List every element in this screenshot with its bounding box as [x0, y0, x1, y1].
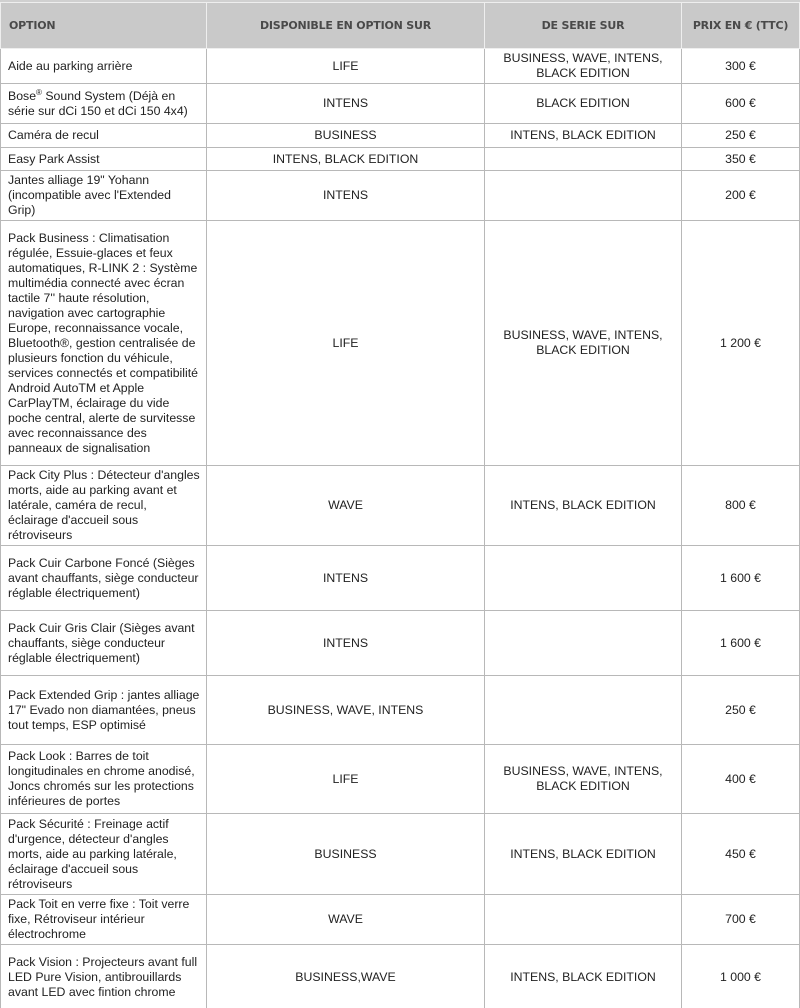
table-row — [1, 895, 800, 945]
price-cell: 400 € — [682, 745, 800, 814]
standard-cell: INTENS, BLACK EDITION — [485, 124, 682, 148]
standard-cell: BUSINESS, WAVE, INTENS, BLACK EDITION — [485, 221, 682, 466]
available-cell: INTENS — [207, 171, 485, 221]
header-row — [1, 3, 800, 49]
available-cell: WAVE — [207, 895, 485, 945]
header-available: DISPONIBLE EN OPTION SUR — [207, 3, 485, 49]
option-cell: Pack Sécurité : Freinage actif d'urgence, détecteur d'angles morts, aide au parking latérale, éclairage d'accueil sous rétroviseurs — [1, 814, 207, 895]
price-cell: 1 000 € — [682, 945, 800, 1008]
option-cell: Pack Cuir Carbone Foncé (Sièges avant chauffants, siège conducteur réglable électriquement) — [1, 546, 207, 611]
price-cell: 200 € — [682, 171, 800, 221]
table-row — [1, 84, 800, 124]
price-cell: 450 € — [682, 814, 800, 895]
standard-cell — [485, 148, 682, 171]
option-brand: Bose — [8, 88, 37, 103]
available-cell: LIFE — [207, 745, 485, 814]
header-standard: DE SERIE SUR — [485, 3, 682, 49]
header-option: OPTION — [1, 3, 207, 49]
table-row — [1, 466, 800, 546]
option-cell: Pack Extended Grip : jantes alliage 17" Evado non diamantées, pneus tout temps, ESP optimisé — [1, 676, 207, 745]
standard-cell: BLACK EDITION — [485, 84, 682, 124]
standard-cell: INTENS, BLACK EDITION — [485, 466, 682, 546]
table-row — [1, 945, 800, 1008]
table-row — [1, 814, 800, 895]
price-cell: 300 € — [682, 49, 800, 84]
table-row — [1, 148, 800, 171]
price-cell: 250 € — [682, 676, 800, 745]
available-cell: BUSINESS — [207, 814, 485, 895]
price-cell: 800 € — [682, 466, 800, 546]
price-cell: 350 € — [682, 148, 800, 171]
option-cell: Easy Park Assist — [1, 148, 207, 171]
standard-cell — [485, 611, 682, 676]
available-cell: LIFE — [207, 221, 485, 466]
available-cell: INTENS — [207, 611, 485, 676]
option-cell: Pack Business : Climatisation régulée, Essuie-glaces et feux automatiques, R-LINK 2 : Système multimédia connecté avec écran tactile 7'' haute résolution, navigation avec cartographie Europe, reconnaissance vocale, Bluetooth®, gestion centralisée de plusieurs fonction du véhicule, services connectés et compatibilité Android AutoTM et Apple CarPlayTM, éclairage du vide poche central, alerte de survitesse avec reconnaissance des panneaux de signalisation — [1, 221, 207, 466]
price-cell: 1 600 € — [682, 611, 800, 676]
available-cell: INTENS, BLACK EDITION — [207, 148, 485, 171]
available-cell: BUSINESS,WAVE — [207, 945, 485, 1008]
option-cell: Pack Cuir Gris Clair (Sièges avant chauffants, siège conducteur réglable électriquement) — [1, 611, 207, 676]
option-cell: Pack Look : Barres de toit longitudinales en chrome anodisé, Joncs chromés sur les protections inférieures de portes — [1, 745, 207, 814]
price-cell: 1 200 € — [682, 221, 800, 466]
price-cell: 250 € — [682, 124, 800, 148]
standard-cell — [485, 171, 682, 221]
price-cell: 700 € — [682, 895, 800, 945]
option-cell: Pack Vision : Projecteurs avant full LED Pure Vision, antibrouillards avant LED avec fintion chrome — [1, 945, 207, 1008]
price-cell: 600 € — [682, 84, 800, 124]
available-cell: LIFE — [207, 49, 485, 84]
table-row — [1, 49, 800, 84]
table-row — [1, 745, 800, 814]
option-cell: Caméra de recul — [1, 124, 207, 148]
standard-cell: BUSINESS, WAVE, INTENS, BLACK EDITION — [485, 745, 682, 814]
available-cell: BUSINESS, WAVE, INTENS — [207, 676, 485, 745]
price-cell: 1 600 € — [682, 546, 800, 611]
available-cell: BUSINESS — [207, 124, 485, 148]
available-cell: WAVE — [207, 466, 485, 546]
options-table — [0, 2, 800, 1008]
table-row — [1, 171, 800, 221]
table-row — [1, 676, 800, 745]
option-cell: Aide au parking arrière — [1, 49, 207, 84]
table-row — [1, 546, 800, 611]
registered-mark: ® — [36, 87, 42, 97]
table-row — [1, 124, 800, 148]
standard-cell: INTENS, BLACK EDITION — [485, 945, 682, 1008]
standard-cell — [485, 676, 682, 745]
option-text: Sound System (Déjà en série sur dCi 150 et dCi 150 4x4) — [8, 88, 188, 118]
standard-cell — [485, 546, 682, 611]
available-cell: INTENS — [207, 546, 485, 611]
available-cell: INTENS — [207, 84, 485, 124]
option-cell: Pack City Plus : Détecteur d'angles morts, aide au parking avant et latérale, caméra de recul, éclairage d'accueil sous rétroviseurs — [1, 466, 207, 546]
table-row — [1, 221, 800, 466]
header-price: PRIX EN € (TTC) — [682, 3, 800, 49]
option-cell — [1, 84, 207, 124]
standard-cell — [485, 895, 682, 945]
option-cell: Jantes alliage 19" Yohann (incompatible avec l'Extended Grip) — [1, 171, 207, 221]
standard-cell: BUSINESS, WAVE, INTENS, BLACK EDITION — [485, 49, 682, 84]
standard-cell: INTENS, BLACK EDITION — [485, 814, 682, 895]
option-cell: Pack Toit en verre fixe : Toit verre fixe, Rétroviseur intérieur électrochrome — [1, 895, 207, 945]
table-row — [1, 611, 800, 676]
